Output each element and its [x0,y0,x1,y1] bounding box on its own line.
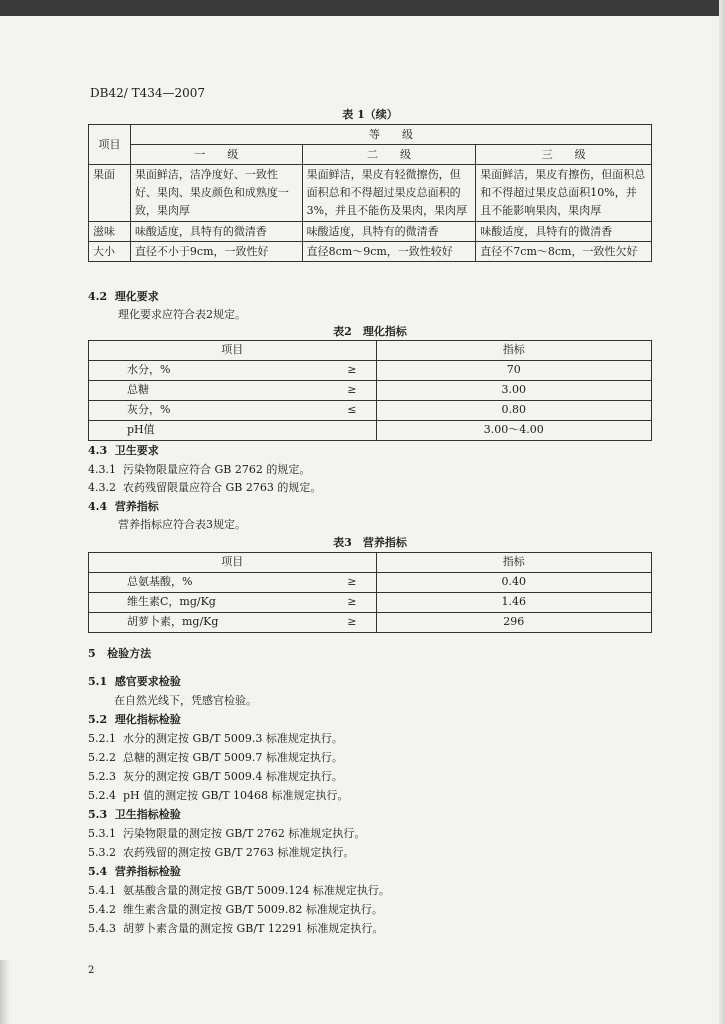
scan-top-band [0,0,725,16]
table3-op: ≥ [328,613,376,633]
table1-cell: 味酸适度，具特有的微清香 [302,222,476,242]
section-text: 水分的测定按 GB/T 5009.3 标准规定执行。 [123,732,343,745]
table3-value: 0.40 [376,573,651,593]
section-number: 5.3.1 [88,827,116,840]
table-header-row [89,553,652,573]
section-text: 污染物限量的测定按 GB/T 2762 标准规定执行。 [123,827,366,840]
section-4-3-heading [88,442,159,458]
table-row [89,165,652,222]
section-number: 5.3.2 [88,846,116,859]
section-text: pH 值的测定按 GB/T 10468 标准规定执行。 [123,789,349,802]
section-4-3-2 [88,479,321,495]
section-number: 5.2.3 [88,770,116,783]
section-5-3-1 [88,825,365,841]
section-title: 营养指标 [114,500,159,513]
section-5-2-2 [88,749,343,765]
section-4-3-1 [88,461,310,477]
section-text: 氨基酸含量的测定按 GB/T 5009.124 标准规定执行。 [123,884,390,897]
table1-row-item: 大小 [89,242,131,262]
section-5-2-4 [88,787,349,803]
table-header-row [89,341,652,361]
section-5-1-heading [88,673,181,689]
section-number: 4.3.1 [88,463,116,476]
table1-cell: 果面鲜洁，果皮有擦伤，但面积总和不得超过果皮总面积10%，并且不能影响果肉，果肉厚 [476,165,652,222]
section-number: 4.3.2 [88,481,116,494]
table2-op: ≥ [328,381,376,401]
table2-item: pH值 [89,421,329,441]
section-title: 检验方法 [107,647,152,660]
table3-value: 1.46 [376,593,651,613]
table1-cell: 直径不7cm～8cm，一致性欠好 [476,242,652,262]
section-title: 理化指标检验 [114,713,181,726]
table1-grade-1: 一 级 [130,145,302,165]
section-5-heading [88,645,151,661]
section-title: 营养指标检验 [114,865,181,878]
scan-left-shadow [0,960,10,1024]
section-text: 维生素含量的测定按 GB/T 5009.82 标准规定执行。 [123,903,383,916]
table-row [89,593,652,613]
table-header-row [89,125,652,145]
section-text: 总糖的测定按 GB/T 5009.7 标准规定执行。 [123,751,343,764]
table2-col-item: 项目 [89,341,377,361]
section-number: 5 [88,647,96,660]
section-5-1-text: 在自然光线下，凭感官检验。 [114,694,257,707]
table1-cell: 果面鲜洁，洁净度好、一致性好、果肉、果皮颜色和成熟度一致，果肉厚 [130,165,302,222]
table-row [89,573,652,593]
table2-value: 0.80 [376,401,651,421]
section-text: 污染物限量应符合 GB 2762 的规定。 [123,463,311,476]
table3-nutrition [88,552,652,633]
table1-col-grade: 等 级 [130,125,651,145]
table3-item: 胡萝卜素，mg/Kg [89,613,329,633]
section-number: 4.3 [88,444,108,457]
table-row [89,242,652,262]
section-title: 理化要求 [114,290,159,303]
table1-row-item: 果面 [89,165,131,222]
section-5-4-2 [88,901,383,917]
table2-op: ≥ [328,361,376,381]
section-5-4-3 [88,920,383,936]
table-row [89,421,652,441]
section-number: 5.4.3 [88,922,116,935]
section-number: 5.2 [88,713,108,726]
table2-item: 灰分，% [89,401,329,421]
table3-op: ≥ [328,593,376,613]
table3-caption: 表3 营养指标 [333,536,407,549]
section-text: 灰分的测定按 GB/T 5009.4 标准规定执行。 [123,770,343,783]
section-number: 5.4.2 [88,903,116,916]
section-text: 胡萝卜素含量的测定按 GB/T 12291 标准规定执行。 [123,922,384,935]
table1-grade-2: 二 级 [302,145,476,165]
section-5-2-1 [88,730,343,746]
table1-cell: 直径8cm～9cm，一致性较好 [302,242,476,262]
section-title: 感官要求检验 [114,675,181,688]
section-number: 5.2.2 [88,751,116,764]
table-header-row [89,145,652,165]
section-title: 卫生指标检验 [114,808,181,821]
table3-item: 维生素C，mg/Kg [89,593,329,613]
section-5-3-heading [88,806,181,822]
section-5-4-heading [88,863,181,879]
table3-col-item: 项目 [89,553,377,573]
table1-grade-3: 三 级 [476,145,652,165]
table2-item: 水分，% [89,361,329,381]
table3-value: 296 [376,613,651,633]
section-number: 5.2.1 [88,732,116,745]
table2-item: 总糖 [89,381,329,401]
table2-value: 70 [376,361,651,381]
table-row [89,361,652,381]
table1-col-item: 项目 [89,125,131,165]
section-5-3-2 [88,844,354,860]
table2-op: ≤ [328,401,376,421]
table-row [89,381,652,401]
section-number: 5.4.1 [88,884,116,897]
section-5-2-3 [88,768,343,784]
document-header: DB42/ T434—2007 [90,86,206,100]
section-number: 5.4 [88,865,108,878]
section-5-2-heading [88,711,181,727]
table1-grades [88,124,652,262]
section-text: 农药残留限量应符合 GB 2763 的规定。 [123,481,322,494]
section-4-2-heading [88,288,159,304]
table2-caption: 表2 理化指标 [333,325,407,338]
section-text: 农药残留的测定按 GB/T 2763 标准规定执行。 [123,846,355,859]
table-row [89,222,652,242]
table2-col-index: 指标 [376,341,651,361]
table2-value: 3.00～4.00 [376,421,651,441]
table-row [89,401,652,421]
table1-cell: 直径不小于9cm，一致性好 [130,242,302,262]
table2-op [328,421,376,441]
table2-value: 3.00 [376,381,651,401]
section-4-2-text: 理化要求应符合表2规定。 [118,308,246,321]
section-number: 4.4 [88,500,108,513]
section-number: 4.2 [88,290,108,303]
table1-row-item: 滋味 [89,222,131,242]
section-number: 5.3 [88,808,108,821]
table-row [89,613,652,633]
table1-cell: 果面鲜洁，果皮有轻微擦伤，但面积总和不得超过果皮总面积的3%，并且不能伤及果肉，果肉厚 [302,165,476,222]
page-number: 2 [88,965,95,976]
section-4-4-text: 营养指标应符合表3规定。 [118,518,246,531]
table1-cell: 味酸适度，具特有的微清香 [130,222,302,242]
section-number: 5.1 [88,675,108,688]
table2-physicochemical [88,340,652,441]
table3-item: 总氨基酸，% [89,573,329,593]
table1-caption: 表 1（续） [342,108,398,121]
table3-col-index: 指标 [376,553,651,573]
section-title: 卫生要求 [114,444,159,457]
scan-right-edge [719,0,725,1024]
section-5-4-1 [88,882,390,898]
table3-op: ≥ [328,573,376,593]
table1-cell: 味酸适度，具特有的微清香 [476,222,652,242]
section-number: 5.2.4 [88,789,116,802]
section-4-4-heading [88,498,159,514]
